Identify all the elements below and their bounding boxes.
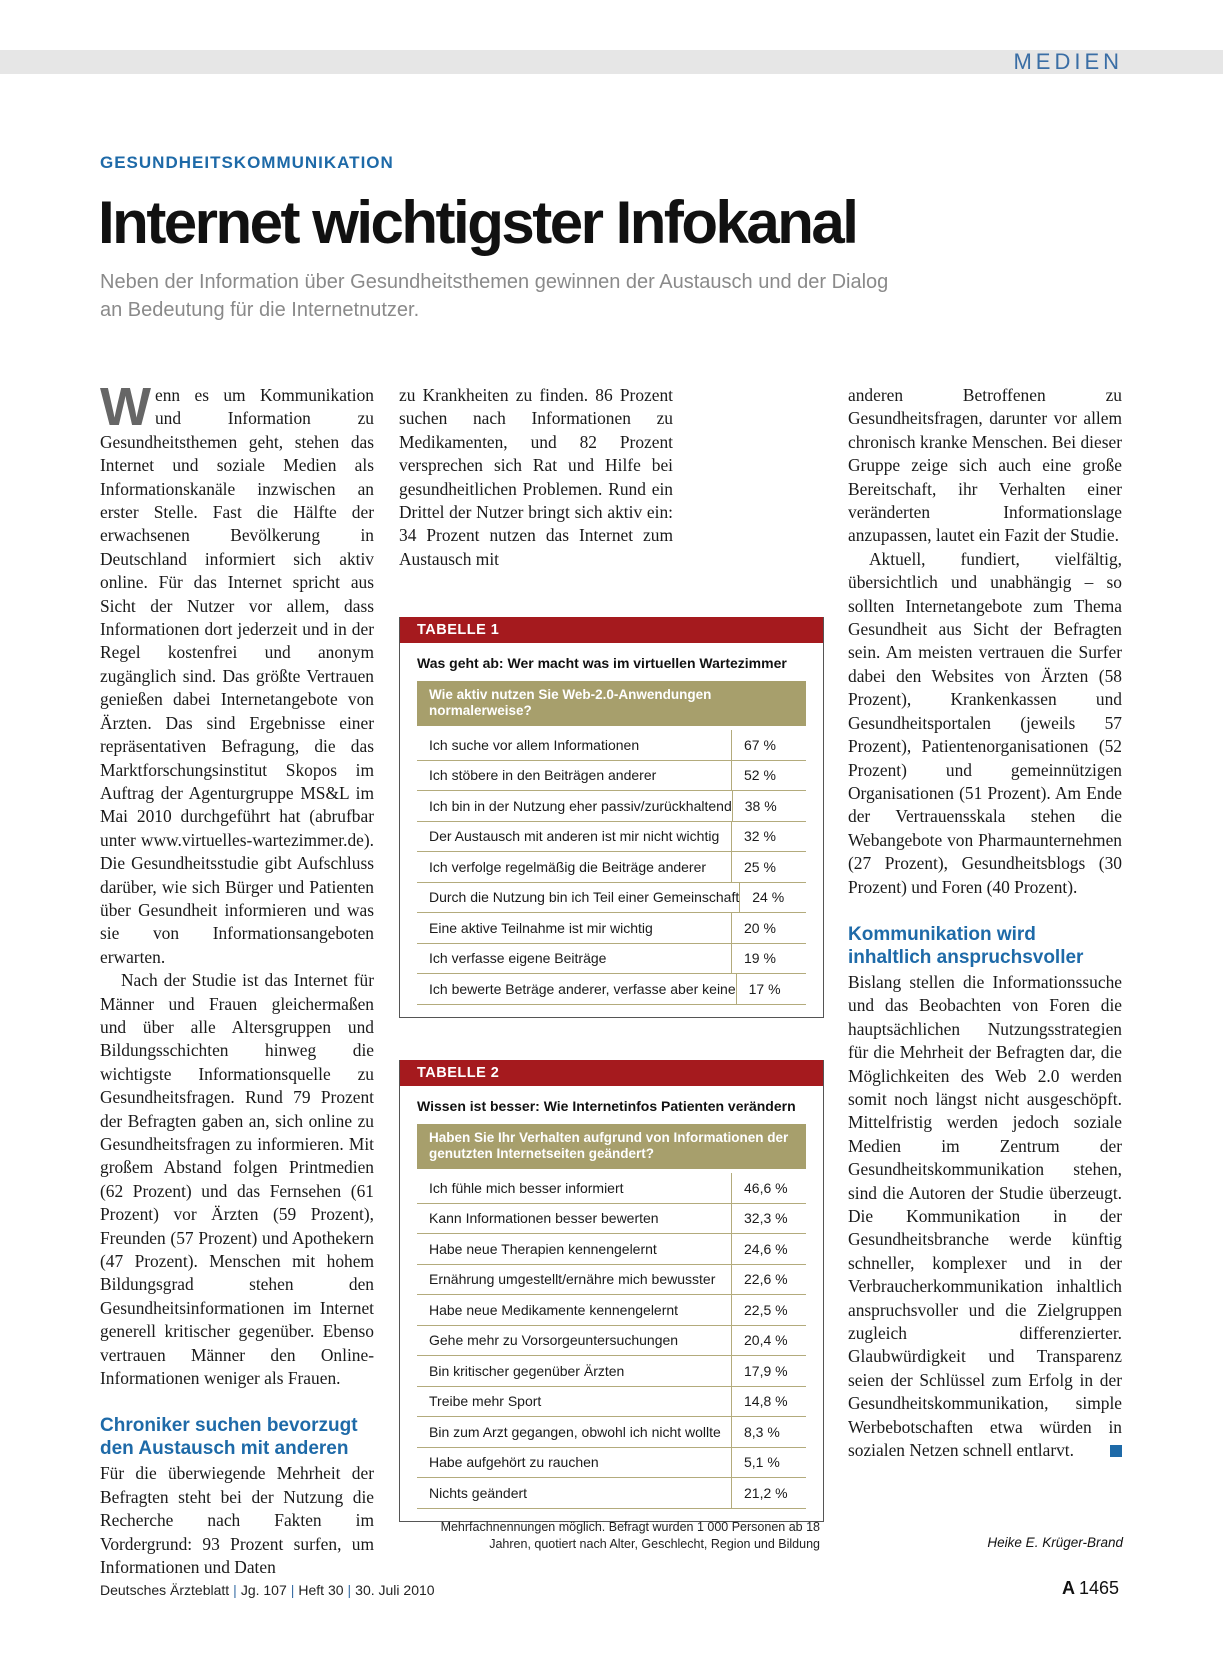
table-tag: TABELLE 2 (400, 1060, 823, 1086)
row-label: Ich suche vor allem Informationen (417, 730, 732, 760)
table-row (417, 730, 806, 761)
table-rows (417, 1173, 806, 1509)
row-label: Ich bin in der Nutzung eher passiv/zurückhaltend (417, 791, 733, 821)
table-question: Wie aktiv nutzen Sie Web-2.0-Anwendungen normalerweise? (417, 681, 806, 726)
table-row (417, 1448, 806, 1479)
table-question: Haben Sie Ihr Verhalten aufgrund von Informationen der genutzten Internetseiten geändert? (417, 1124, 806, 1169)
row-value: 20,4 % (744, 1332, 788, 1349)
paragraph: Aktuell, fundiert, vielfältig, übersichtlich und unabhängig – so sollten Internetangebote zum Thema Gesundheit aus Sicht der Befragten sein. Am meisten vertrauen die Surfer dabei den Websites von Ärzten (58 Prozent), Krankenkassen und Gesundheitsportalen (jeweils 57 Prozent), Patientenorganisationen (52 Prozent) und gemeinnützigen Organisationen (51 Prozent). Am Ende der Vertrauensskala stehen die Webangebote von Pharmaunternehmen (27 Prozent), Gesundheitsblogs (30 Prozent) und Foren (40 Prozent). (848, 548, 1122, 897)
footer-separator: | (290, 1582, 295, 1598)
page-number-value: 1465 (1078, 1578, 1119, 1598)
table-row (417, 1265, 806, 1296)
row-value: 32 % (744, 828, 776, 845)
row-value: 46,6 % (744, 1179, 788, 1196)
table-row (417, 1356, 806, 1387)
row-label: Durch die Nutzung bin ich Teil einer Gemeinschaft (417, 883, 740, 913)
article-kicker: GESUNDHEITSKOMMUNIKATION (100, 153, 394, 172)
table-row (417, 1204, 806, 1235)
row-value: 14,8 % (744, 1393, 788, 1410)
row-label: Ich fühle mich besser informiert (417, 1173, 732, 1203)
row-label: Bin kritischer gegenüber Ärzten (417, 1356, 732, 1386)
table-title: Was geht ab: Wer macht was im virtuellen Wartezimmer (417, 655, 787, 671)
paragraph-text: enn es um Kommunikation und Information zu Gesundheitsthemen geht, stehen das Internet und soziale Medien als Informationskanäle inzwischen an erster Stelle. Fast die Hälfte der erwachsenen Bevölkerung in Deutschland informiert sich aktiv online. Für das Internet spricht aus Sicht der Nutzer vor allem, dass Informationen dort jederzeit und in der Regel kostenfrei und anonym zugänglich sind. Das größte Vertrauen genießen dabei Internetangebote von Ärzten. Das sind Ergebnisse einer repräsentativen Befragung, die das Marktforschungsinstitut Skopos im Auftrag der Agenturgruppe MS&L im Mai 2010 durchgeführt hat (abrufbar unter www.virtuelles-wartezimmer.de). Die Gesundheitsstudie gibt Aufschluss darüber, wie sich Bürger und Patienten über Gesundheit informieren und was sie von Informationsangeboten erwarten. (100, 385, 374, 967)
paragraph (100, 377, 374, 969)
paragraph-text: Bislang stellen die Informationssuche und das Beobachten von Foren die hauptsächlichen Nutzungsstrategien für die Mehrheit der Befragten dar, die Möglichkeiten des Web 2.0 werden somit noch längst nicht ausgeschöpft. Mittelfristig werden jedoch soziale Medien im Zentrum der Gesundheitskommunikation stehen, sind die Autoren der Studie überzeugt. Die Kommunikation in der Gesundheitsbranche werde künftig schneller, komplexer und in der Verbraucherkommunikation inhaltlich anspruchsvoller und die Zielgruppen zugleich differenzierter. Glaubwürdigkeit und Transparenz seien der Schlüssel zum Erfolg in der Gesundheitskommunikation, simple Werbebotschaften etwa würden in sozialen Netzen schnell entlarvt. (848, 971, 1122, 1461)
table-row (417, 944, 806, 975)
page-number (1062, 1578, 1119, 1599)
row-value: 17 % (748, 980, 781, 997)
paragraph: Nach der Studie ist das Internet für Männer und Frauen gleichermaßen und über alle Altersgruppen und Bildungsschichten hinweg die wichtigste Informationsquelle zu Gesundheitsfragen. Rund 79 Prozent der Befragten gaben an, sich online zu Gesundheitsfragen zu informieren. Mit großem Abstand folgen Printmedien (62 Prozent) und das Fernsehen (61 Prozent) vor Ärzten (59 Prozent), Freunden (57 Prozent) und Apothekern (47 Prozent). Menschen mit hohem Bildungsgrad stehen den Gesundheitsinformationen im Internet generell kritischer gegenüber. Ebenso vertrauen Männer den Online-Informationen weniger als Frauen. (100, 970, 374, 1389)
row-value: 24 % (752, 889, 785, 906)
table-row (417, 761, 806, 792)
table-row (417, 1417, 806, 1448)
text-column-2 (399, 384, 673, 571)
article-lede: Neben der Information über Gesundheitsthemen gewinnen der Austausch und der Dialog an Bedeutung für die Internetnutzer. (100, 271, 889, 321)
row-label: Habe neue Medikamente kennengelernt (417, 1295, 732, 1325)
row-value: 5,1 % (744, 1454, 780, 1471)
table-row (417, 1387, 806, 1418)
row-label: Gehe mehr zu Vorsorgeuntersuchungen (417, 1326, 732, 1356)
text-column-3 (848, 384, 1122, 1462)
table-1 (399, 617, 824, 1018)
row-value: 25 % (744, 858, 776, 875)
table-row (417, 1295, 806, 1326)
row-value: 22,6 % (744, 1271, 788, 1288)
row-label: Habe neue Therapien kennengelernt (417, 1234, 732, 1264)
row-label: Ich verfolge regelmäßig die Beiträge anderer (417, 852, 732, 882)
row-label: Ernährung umgestellt/ernähre mich bewusster (417, 1265, 732, 1295)
table-row (417, 883, 806, 914)
table-row (417, 974, 806, 1005)
row-label: Habe aufgehört zu rauchen (417, 1448, 732, 1478)
table-footnote: Mehrfachnennungen möglich. Befragt wurden 1 000 Personen ab 18 Jahren, quotiert nach Alter, Geschlecht, Region und Bildung (440, 1520, 820, 1551)
subheading-chroniker: Chroniker suchen bevorzugt den Austausch mit anderen (100, 1415, 358, 1460)
row-value: 38 % (744, 797, 777, 814)
issue: Heft 30 (298, 1582, 344, 1598)
table-rows (417, 730, 806, 1005)
paragraph: zu Krankheiten zu finden. 86 Prozent suchen nach Informationen zu Medikamenten, und 82 Prozent versprechen sich Rat und Hilfe bei gesundheitlichen Problemen. Rund ein Drittel der Nutzer bringt sich aktiv ein: 34 Prozent nutzen das Internet zum Austausch mit (399, 385, 673, 569)
row-value: 17,9 % (744, 1362, 788, 1379)
row-label: Treibe mehr Sport (417, 1387, 732, 1417)
row-label: Kann Informationen besser bewerten (417, 1204, 732, 1234)
row-value: 67 % (744, 736, 776, 753)
table-tag: TABELLE 1 (400, 617, 823, 643)
page-footer (100, 1582, 435, 1598)
section-label: MEDIEN (1013, 49, 1123, 74)
article-headline: Internet wichtigster Infokanal (98, 189, 857, 256)
footer-separator: | (233, 1582, 237, 1598)
end-mark-icon (1110, 1445, 1122, 1457)
row-label: Eine aktive Teilnahme ist mir wichtig (417, 913, 732, 943)
table-row (417, 791, 806, 822)
table-row (417, 1326, 806, 1357)
volume: Jg. 107 (240, 1582, 287, 1598)
text-column-1 (100, 377, 374, 1580)
row-label: Der Austausch mit anderen ist mir nicht wichtig (417, 822, 732, 852)
row-value: 52 % (744, 767, 776, 784)
row-label: Ich bewerte Beträge anderer, verfasse aber keine (417, 974, 737, 1004)
issue-date: 30. Juli 2010 (355, 1582, 435, 1598)
row-value: 19 % (744, 950, 776, 967)
row-value: 20 % (744, 919, 776, 936)
paragraph: Für die überwiegende Mehrheit der Befragten steht bei der Nutzung die Recherche nach Fakten im Vordergrund: 93 Prozent surfen, um Informationen und Daten (100, 1463, 374, 1578)
table-2 (399, 1060, 824, 1522)
subheading-kommunikation: Kommunikation wird inhaltlich anspruchsvoller (848, 923, 1084, 968)
row-value: 24,6 % (744, 1240, 788, 1257)
table-row (417, 1173, 806, 1204)
row-value: 22,5 % (744, 1301, 788, 1318)
row-label: Ich verfasse eigene Beiträge (417, 944, 732, 974)
paragraph-final (848, 971, 1122, 1463)
table-row (417, 1234, 806, 1265)
author-byline: Heike E. Krüger-Brand (987, 1535, 1123, 1550)
table-row (417, 1478, 806, 1509)
table-row (417, 913, 806, 944)
row-value: 8,3 % (744, 1423, 780, 1440)
drop-cap: W (100, 377, 151, 437)
row-value: 32,3 % (744, 1210, 788, 1227)
paragraph: anderen Betroffenen zu Gesundheitsfragen, darunter vor allem chronisch kranke Menschen. Bei dieser Gruppe zeige sich auch eine große Bereitschaft, ihr Verhalten einer veränderten Informationslage anzupassen, lautet ein Fazit der Studie. (848, 385, 1122, 546)
footer-separator: | (347, 1582, 352, 1598)
table-row (417, 822, 806, 853)
row-label: Nichts geändert (417, 1478, 732, 1508)
table-row (417, 852, 806, 883)
row-label: Bin zum Arzt gegangen, obwohl ich nicht wollte (417, 1417, 732, 1447)
table-title: Wissen ist besser: Wie Internetinfos Patienten verändern (417, 1098, 796, 1114)
row-label: Ich stöbere in den Beiträgen anderer (417, 761, 732, 791)
page-prefix: A (1061, 1578, 1075, 1598)
row-value: 21,2 % (744, 1484, 788, 1501)
publication-name: Deutsches Ärzteblatt (100, 1582, 230, 1598)
